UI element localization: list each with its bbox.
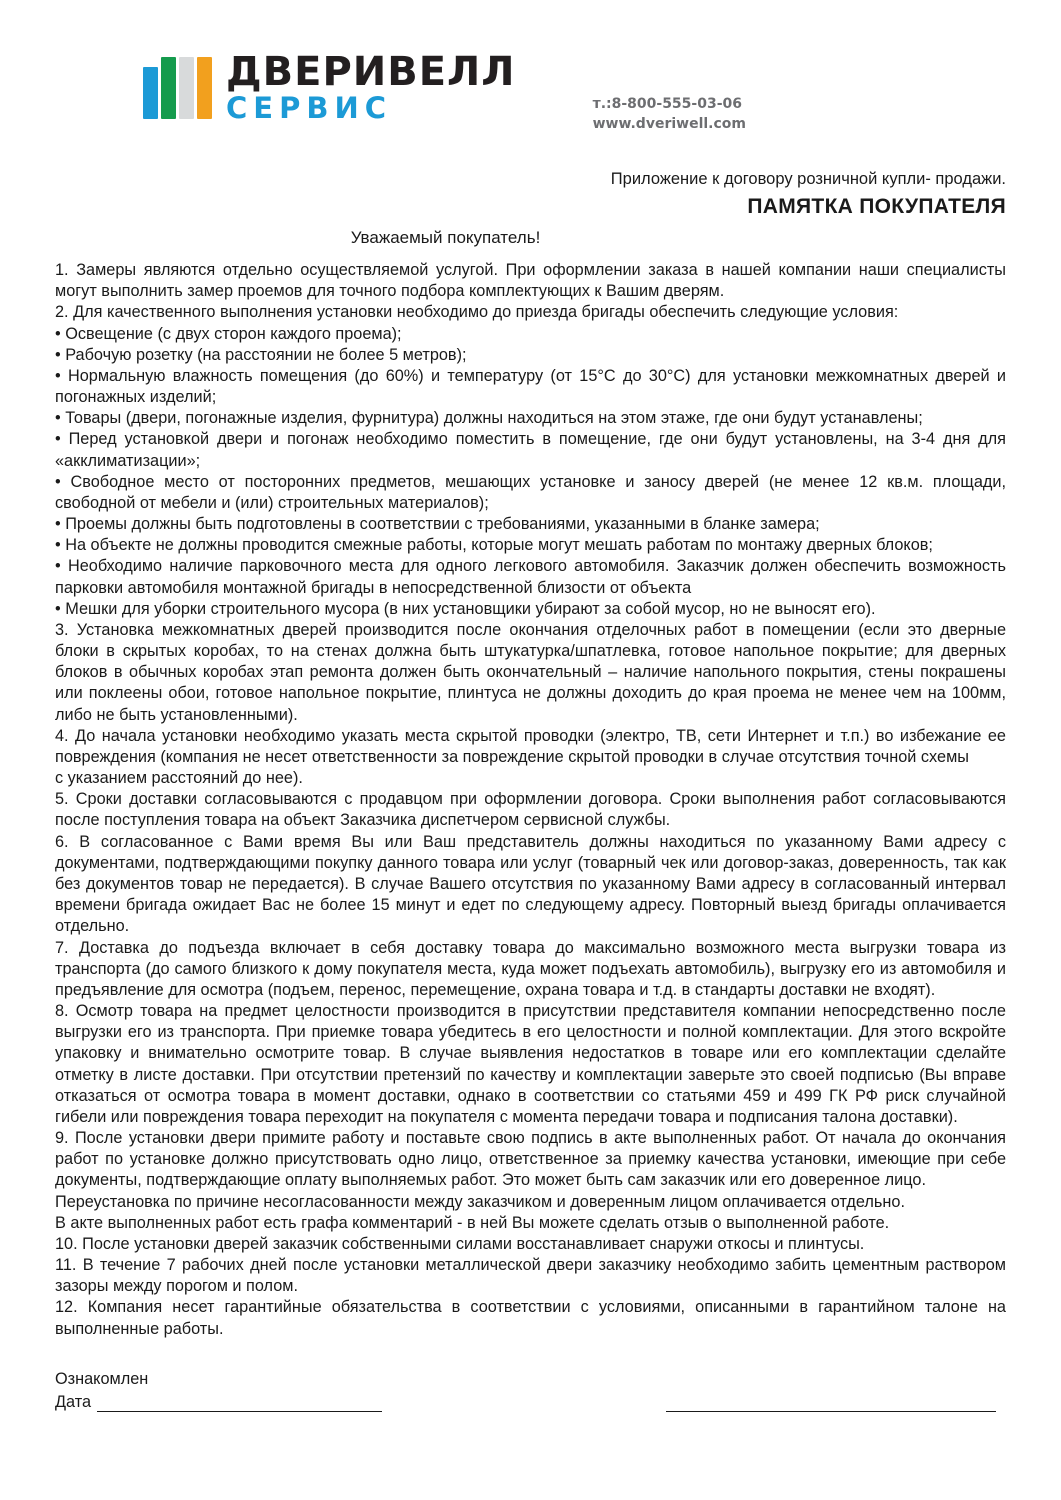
company-contacts — [593, 94, 746, 135]
paragraph: • Проемы должны быть подготовлены в соответствии с требованиями, указанными в бланке замера; — [55, 515, 820, 534]
signature-area — [55, 1370, 1006, 1412]
logo-title: ДВЕРИВЕЛЛ — [226, 49, 516, 95]
paragraph: • Рабочую розетку (на расстоянии не более 5 метров); — [55, 345, 467, 364]
paragraph: 3. Установка межкомнатных дверей производится после окончания отделочных работ в помещении (если это дверные блоки в скрытых коробах, то на стенах должна быть штукатурка/шпатлевка, готовое напольное покрытие; для дверных блоков в обычных коробах этап ремонта должен быть окончательный – наличие напольного покрытия, стены покрашены или поклеены обои, готовое напольное покрытие, плинтуса не должны доходить до края проема не менее чем на 100мм, либо не быть установленными). — [55, 620, 1006, 724]
signature-row — [55, 1393, 1006, 1412]
date-field[interactable] — [55, 1393, 382, 1412]
paragraph: • Мешки для уборки строительного мусора (в них установщики убирают за собой мусор, но не выносят его). — [55, 599, 876, 618]
paragraph: 12. Компания несет гарантийные обязательства в соответствии с условиями, описанными в гарантийном талоне на выполненные работы. — [55, 1298, 1006, 1338]
paragraph: • Нормальную влажность помещения (до 60%) и температуру (от 15°С до 30°С) для установки межкомнатных дверей и погонажных изделий; — [55, 366, 1006, 407]
document-body — [55, 260, 1006, 1340]
paragraph: с указанием расстояний до нее). — [55, 769, 303, 788]
paragraph: 5. Сроки доставки согласовываются с продавцом при оформлении договора. Сроки выполнения работ согласовываются после поступления товара на объект Заказчика диспетчером сервисной службы. — [55, 790, 1006, 830]
paragraph: 2. Для качественного выполнения установки необходимо до приезда бригады обеспечить следующие условия: — [55, 303, 899, 322]
paragraph: В акте выполненных работ есть графа комментарий - в ней Вы можете сделать отзыв о выполненной работе. — [55, 1213, 890, 1232]
logo-bar-orange — [197, 57, 212, 119]
logo-bar-green — [161, 57, 176, 119]
paragraph: • Товары (двери, погонажные изделия, фурнитура) должны находиться на этом этаже, где они будут устанавлены; — [55, 409, 923, 428]
paragraph: 8. Осмотр товара на предмет целостности производится в присутствии представителя компании непосредственно после выгрузки его из транспорта. При приемке товара убедитесь в его целостности и полной комплектации. Для этого вскройте упаковку и внимательно осмотрите товар. В случае выявления недостатков в товаре или его комплектации сделайте отметку в листе доставки. При отсутствии претензий по качеству и комплектации заверьте это своей подписью (Вы вправе отказаться от осмотра товара в момент доставки, однако в соответствии со статьями 459 и 499 ГК РФ риск случайной гибели или повреждения товара переходит на покупателя с момента передачи товара и подписания талона доставки). — [55, 1002, 1006, 1126]
logo-bar-blue — [143, 67, 158, 119]
acknowledged-label: Ознакомлен — [55, 1369, 149, 1388]
document-header — [55, 42, 1006, 154]
date-input-line[interactable] — [97, 1397, 382, 1412]
logo-wordmark — [226, 49, 516, 125]
paragraph: 6. В согласованное с Вами время Вы или Ваш представитель должны находиться по указанному Вами адресу с документами, подтверждающими покупку данного товара или услуг (товарный чек или договор-заказ, доверенность, так как без документов товар не передается). В случае Вашего отсутствия по указанному Вами адресу в согласованный интервал времени бригада ожидает Вас не более 15 минут и едет по следующему адресу. Повторный выезд бригады оплачивается отдельно. — [55, 832, 1006, 936]
paragraph: 10. После установки дверей заказчик собственными силами восстанавливает снаружи откосы и плинтусы. — [55, 1234, 865, 1253]
company-phone: т.:8-800-555-03-06 — [592, 96, 743, 112]
signature-input-line[interactable] — [666, 1397, 996, 1412]
paragraph: 11. В течение 7 рабочих дней после установки металлической двери заказчику необходимо забить цементным раствором зазоры между порогом и полом. — [55, 1256, 1006, 1296]
paragraph: • Необходимо наличие парковочного места для одного легкового автомобиля. Заказчик должен обеспечить возможность парковки автомобиля монтажной бригады в непосредственной близости от объекта — [55, 557, 1006, 597]
date-label: Дата — [55, 1392, 92, 1411]
paragraph: 4. До начала установки необходимо указать места скрытой проводки (электро, ТВ, сети Интернет и т.п.) во избежание ее повреждения (компания не несет ответственности за повреждение скрытой проводки в случае отсутствия точной схемы — [55, 726, 1006, 766]
page-title: ПАМЯТКА ПОКУПАТЕЛЯ — [747, 195, 1006, 218]
paragraph: • Освещение (с двух сторон каждого проема); — [55, 324, 402, 343]
appendix-line: Приложение к договору розничной купли- продажи. — [610, 170, 1006, 188]
logo-bars-icon — [143, 57, 212, 119]
paragraph: 7. Доставка до подъезда включает в себя доставку товара до максимально возможного места выгрузки товара из транспорта (до самого близкого к дому покупателя места, куда может подъехать автомобиль), выгрузку его из автомобиля и предъявление для осмотра (подъем, перенос, перемещение, охрана товара и т.д. в стандарты доставки не входят). — [55, 938, 1006, 999]
greeting-line: Уважаемый покупатель! — [350, 228, 541, 247]
logo-subtitle: СЕРВИС — [226, 91, 393, 125]
paragraph: 1. Замеры являются отдельно осуществляемой услугой. При оформлении заказа в нашей компании наши специалисты могут выполнить замер проемов для точного подбора комплектующих к Вашим дверям. — [55, 261, 1006, 301]
logo-bar-grey — [179, 57, 194, 119]
paragraph: • Перед установкой двери и погонаж необходимо поместить в помещение, где они будут установлены, на 3-4 дня для «акклиматизации»; — [55, 430, 1006, 470]
company-website: www.dveriwell.com — [592, 116, 746, 133]
company-logo — [143, 49, 516, 125]
paragraph: • На объекте не должны проводится смежные работы, которые могут мешать работам по монтажу дверных блоков; — [55, 536, 933, 555]
paragraph: • Свободное место от посторонних предметов, мешающих установке и заносу дверей (не менее 12 кв.м. площади, свободной от мебели и (или) строительных материалов); — [55, 472, 1006, 512]
paragraph: Переустановка по причине несогласованности между заказчиком и доверенным лицом оплачивается отдельно. — [55, 1192, 905, 1211]
paragraph: 9. После установки двери примите работу и поставьте свою подпись в акте выполненных работ. От начала до окончания работ по установке должно присутствовать одно лицо, ответственное за приемку качества установки, имеющие при себе документы, подтверждающие оплату выполняемых работ. Это может быть сам заказчик или его доверенное лицо. — [55, 1129, 1006, 1190]
